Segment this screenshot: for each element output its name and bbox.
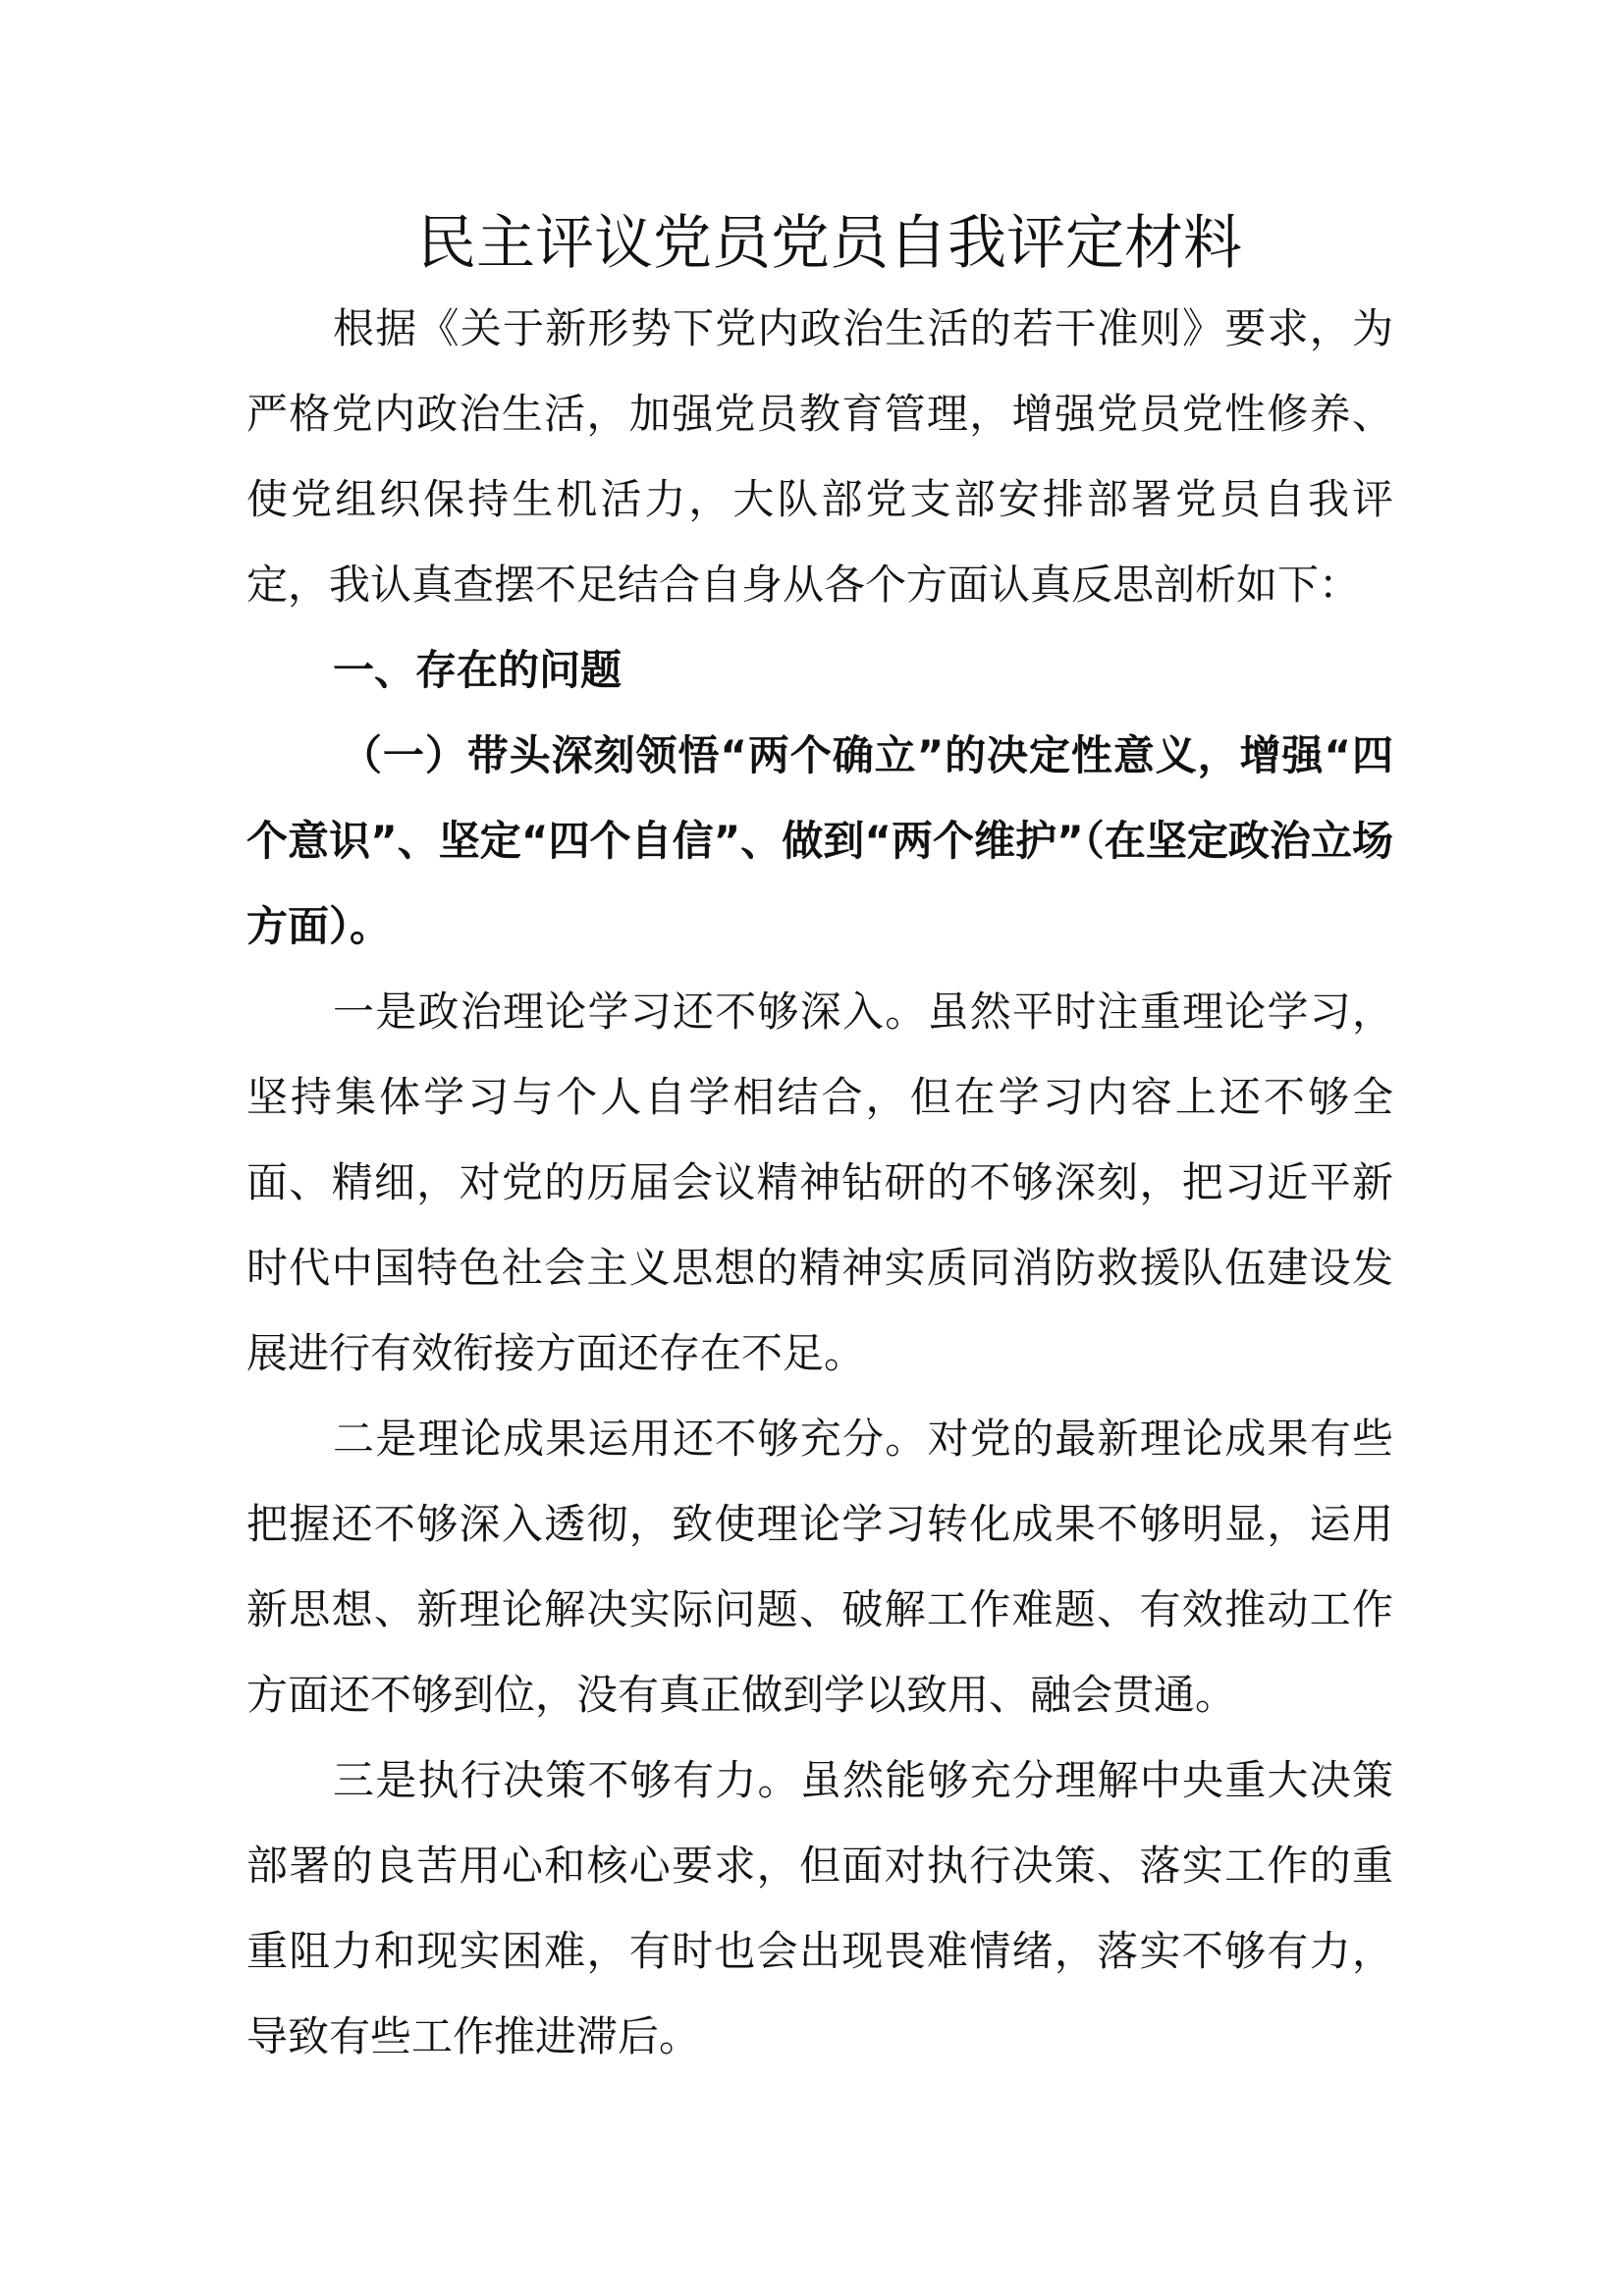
body-paragraph-1: 一是政治理论学习还不够深入。虽然平时注重理论学习，坚持集体学习与个人自学相结合，但在学习内容上还不够全面、精细，对党的历届会议精神钻研的不够深刻，把习近平新时代中国特色社会主义思想的精神实质同消防救援队伍建设发展进行有效衔接方面还存在不足。 xyxy=(246,988,1393,1377)
document-title: 民主评议党员党员自我评定材料 xyxy=(417,209,1242,278)
section-heading: 一、存在的问题 xyxy=(333,646,623,694)
intro-paragraph: 根据《关于新形势下党内政治生活的若干准则》要求，为严格党内政治生活，加强党员教育管理，增强党员党性修养、使党组织保持生机活力，大队部党支部安排部署党员自我评定，我认真查摆不足结合自身从各个方面认真反思剖析如下： xyxy=(246,304,1393,609)
document-page xyxy=(246,201,1393,2079)
body-paragraph-2: 二是理论成果运用还不够充分。对党的最新理论成果有些把握还不够深入透彻，致使理论学习转化成果不够明显，运用新思想、新理论解决实际问题、破解工作难题、有效推动工作方面还不够到位，没有真正做到学以致用、融会贯通。 xyxy=(246,1415,1393,1719)
subsection-heading: （一）带头深刻领悟“两个确立”的决定性意义，增强“四个意识”、坚定“四个自信”、做到“两个维护”（在坚定政治立场方面）。 xyxy=(246,731,1393,950)
body-paragraph-3: 三是执行决策不够有力。虽然能够充分理解中央重大决策部署的良苦用心和核心要求，但面对执行决策、落实工作的重重阻力和现实困难，有时也会出现畏难情绪，落实不够有力，导致有些工作推进滞后。 xyxy=(246,1756,1393,2060)
